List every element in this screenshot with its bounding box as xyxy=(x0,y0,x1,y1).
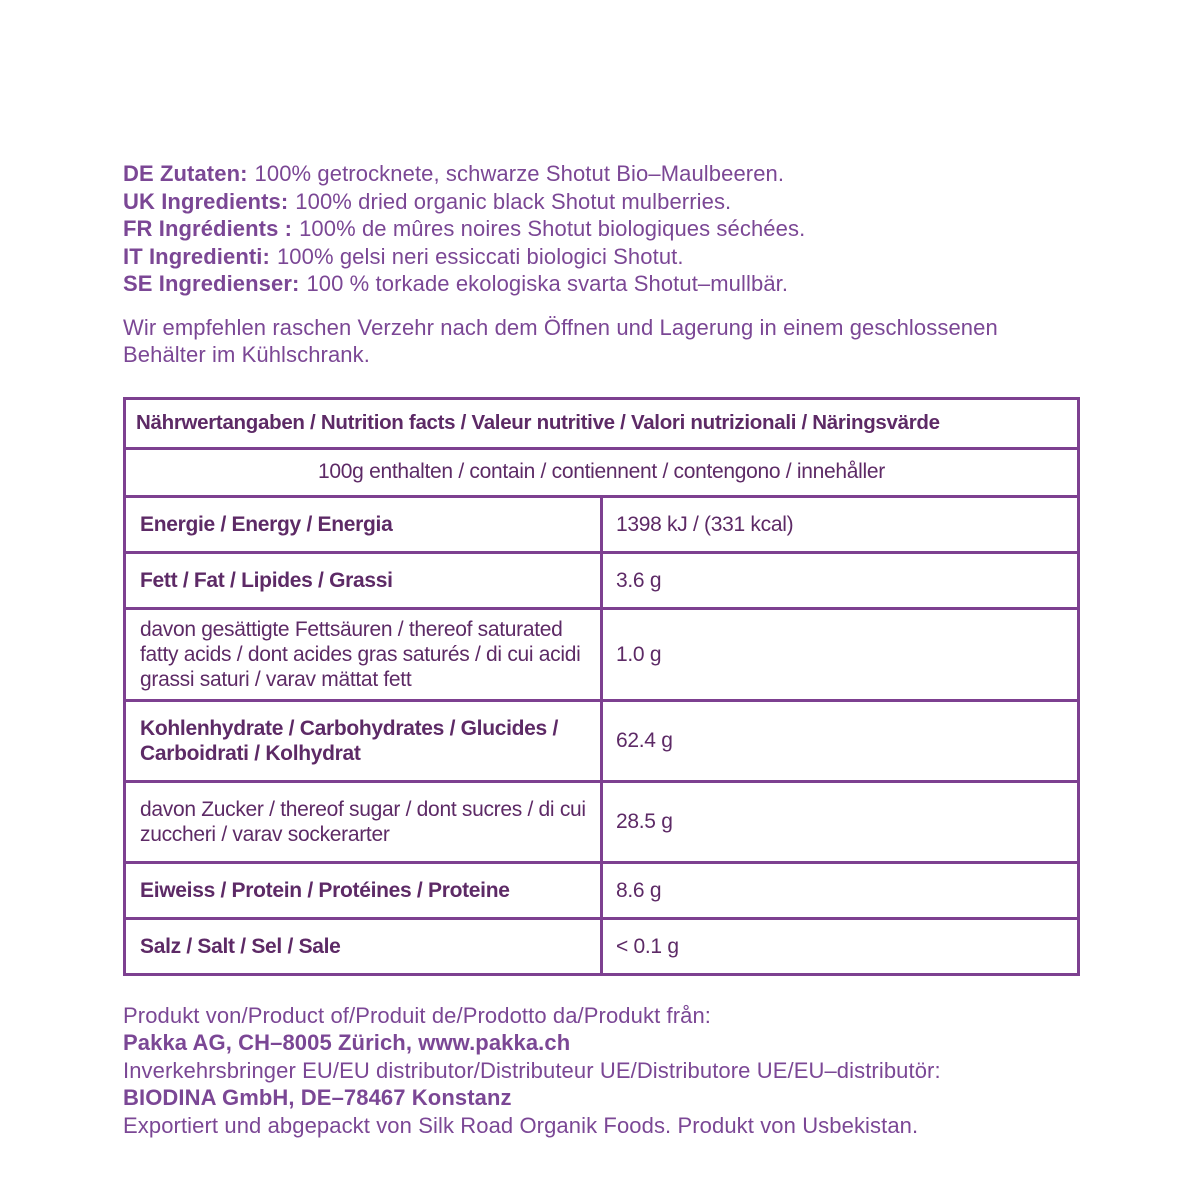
carbohydrates-label: Kohlenhydrate / Carbohydrates / Glucides / Carboidrati / Kolhydrat xyxy=(125,700,602,781)
sugar-value: 28.5 g xyxy=(602,781,1079,862)
salt-label: Salz / Salt / Sel / Sale xyxy=(125,918,602,974)
ingredient-text-de: 100% getrocknete, schwarze Shotut Bio–Maulbeeren. xyxy=(254,161,785,186)
energy-value: 1398 kJ / (331 kcal) xyxy=(602,496,1079,552)
ingredient-text-uk: 100% dried organic black Shotut mulberries. xyxy=(295,188,732,214)
ingredient-prefix-se: SE Ingredienser: xyxy=(123,271,300,296)
table-row-sugar xyxy=(125,781,1079,862)
ingredient-line-uk xyxy=(123,188,1080,216)
ingredient-prefix-uk: UK Ingredients: xyxy=(123,188,289,214)
protein-label: Eiweiss / Protein / Protéines / Proteine xyxy=(125,862,602,918)
export-origin-line: Exportiert und abgepackt von Silk Road Organik Foods. Produkt von Usbekistan. xyxy=(123,1112,919,1138)
energy-label: Energie / Energy / Energia xyxy=(125,496,602,552)
ingredient-prefix-fr: FR Ingrédients : xyxy=(123,216,293,241)
ingredient-prefix-it: IT Ingredienti: xyxy=(123,243,270,269)
producer-of-line: Produkt von/Product of/Produit de/Prodotto da/Produkt från: xyxy=(123,1002,712,1028)
saturated-fat-label: davon gesättigte Fettsäuren / thereof saturated fatty acids / dont acides gras saturés / di cui acidi grassi saturi / varav mättat fett xyxy=(125,608,602,700)
table-row-carbohydrates xyxy=(125,700,1079,781)
ingredient-line-it xyxy=(123,243,1080,271)
nutrition-table-title: Nährwertangaben / Nutrition facts / Valeur nutritive / Valori nutrizionali / Näringsvärde xyxy=(125,398,1079,448)
table-row-fat xyxy=(125,552,1079,608)
table-row-protein xyxy=(125,862,1079,918)
protein-value: 8.6 g xyxy=(602,862,1079,918)
nutrition-title-row xyxy=(125,398,1079,448)
ingredient-line-de xyxy=(123,160,1080,188)
ingredient-line-fr xyxy=(123,215,1080,243)
ingredient-text-it: 100% gelsi neri essiccati biologici Shotut. xyxy=(276,243,684,269)
table-row-energy xyxy=(125,496,1079,552)
producer-block xyxy=(123,1002,1080,1140)
table-row-saturated-fat xyxy=(125,608,1079,700)
ingredient-text-se: 100 % torkade ekologiska svarta Shotut–mullbär. xyxy=(306,271,789,296)
fat-value: 3.6 g xyxy=(602,552,1079,608)
ingredients-block xyxy=(123,160,1080,298)
carbohydrates-value: 62.4 g xyxy=(602,700,1079,781)
storage-note: Wir empfehlen raschen Verzehr nach dem Öffnen und Lagerung in einem geschlossenen Behälter im Kühlschrank. xyxy=(123,314,998,367)
ingredient-text-fr: 100% de mûres noires Shotut biologiques séchées. xyxy=(299,216,806,241)
producer-company-line: Pakka AG, CH–8005 Zürich, www.pakka.ch xyxy=(123,1030,571,1055)
distributor-label-line: Inverkehrsbringer EU/EU distributor/Distributeur UE/Distributore UE/EU–distributör: xyxy=(123,1057,941,1083)
sugar-label: davon Zucker / thereof sugar / dont sucres / di cui zuccheri / varav sockerarter xyxy=(125,781,602,862)
nutrition-table-subtitle: 100g enthalten / contain / contiennent / contengono / innehåller xyxy=(125,448,1079,496)
salt-value: < 0.1 g xyxy=(602,918,1079,974)
table-row-salt xyxy=(125,918,1079,974)
nutrition-table xyxy=(123,397,1080,976)
fat-label: Fett / Fat / Lipides / Grassi xyxy=(125,552,602,608)
saturated-fat-value: 1.0 g xyxy=(602,608,1079,700)
ingredient-prefix-de: DE Zutaten: xyxy=(123,161,248,186)
nutrition-subtitle-row xyxy=(125,448,1079,496)
distributor-company-line: BIODINA GmbH, DE–78467 Konstanz xyxy=(123,1085,512,1110)
label-content xyxy=(123,160,1080,1139)
ingredient-line-se xyxy=(123,270,1080,298)
